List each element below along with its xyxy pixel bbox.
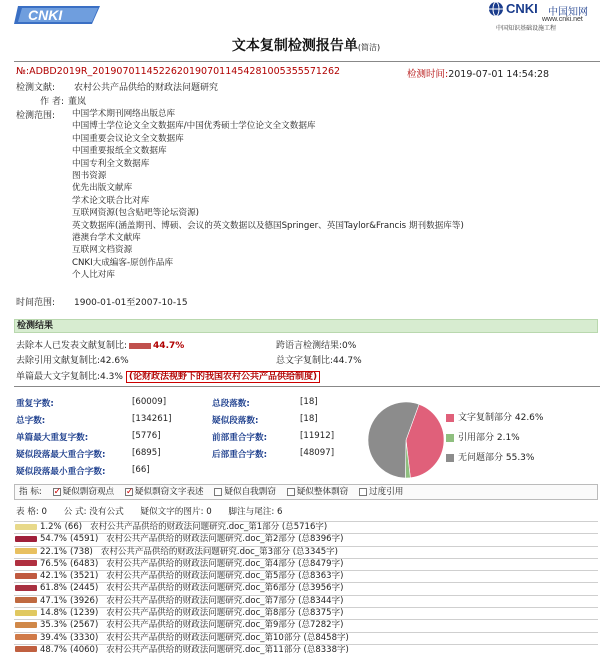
cnki-brand: CNKI <box>506 1 538 16</box>
footnote-count: 脚注与尾注: 6 <box>228 507 283 517</box>
legend-swatch <box>446 414 454 422</box>
author-row: 作 者: 董岚 <box>40 97 87 107</box>
scope-item: 互联网资源(包含贴吧等论坛资源) <box>72 208 200 219</box>
stat-para-max-overlap: 疑似段落最大重合字数: <box>16 450 106 460</box>
part-row[interactable]: 48.7% (4060) 农村公共产品供给的财政法问题研究.doc_第11部分 (总8338字) <box>14 644 598 656</box>
scope-item: 互联网文档资源 <box>72 245 133 256</box>
scope-item: 中国专利全文数据库 <box>72 158 150 169</box>
globe-icon <box>488 1 504 17</box>
brand-logo <box>14 2 106 26</box>
parts-list <box>14 521 598 656</box>
svg-text:CNKI: CNKI <box>28 7 63 23</box>
part-link[interactable]: 农村公共产品供给的财政法问题研究.doc_第4部分 <box>106 558 296 569</box>
part-row[interactable]: 61.8% (2445) 农村公共产品供给的财政法问题研究.doc_第6部分 (总3956字) <box>14 582 598 594</box>
part-row[interactable]: 35.3% (2567) 农村公共产品供给的财政法问题研究.doc_第9部分 (总7282字) <box>14 619 598 631</box>
part-link[interactable]: 农村公共产品供给的财政法问题研究.doc_第2部分 <box>106 534 296 545</box>
cnki-brand-cn: 中国知网 <box>548 7 588 18</box>
cnki-slogan: 中国知识基础设施工程 <box>496 25 557 32</box>
result-self-excluded: 去除本人已发表文献复制比: 44.7% <box>16 341 185 351</box>
part-link[interactable]: 农村公共产品供给的财政法问题研究.doc_第3部分 <box>100 546 291 557</box>
stat-para-max-overlap-value: [6895] <box>132 448 161 458</box>
part-bar <box>15 560 37 566</box>
scope-item: 个人比对库 <box>72 270 115 281</box>
part-bar <box>15 622 37 628</box>
pie-legend <box>446 410 543 470</box>
stat-para-min-overlap-value: [66] <box>132 465 150 475</box>
filter-checkbox[interactable] <box>287 488 295 496</box>
report-title-suffix: (简洁) <box>357 43 381 52</box>
divider <box>14 61 600 62</box>
part-link[interactable]: 农村公共产品供给的财政法问题研究.doc_第11部分 <box>106 644 301 655</box>
stat-total-chars-value: [134261] <box>132 414 172 424</box>
part-row[interactable]: 54.7% (4591) 农村公共产品供给的财政法问题研究.doc_第2部分 (总8396字) <box>14 533 598 545</box>
filter-checkbox[interactable] <box>53 488 61 496</box>
period-value: 1900-01-01至2007-10-15 <box>74 298 188 308</box>
stat-dup-chars-value: [60009] <box>132 397 167 407</box>
stat-suspect-paras: 疑似段落数: <box>212 416 259 426</box>
stat-suspect-paras-value: [18] <box>300 414 318 424</box>
cnki-url[interactable]: www.cnki.net <box>542 16 583 23</box>
scope-item: 中国学术期刊网络出版总库 <box>72 109 176 119</box>
filter-checkbox[interactable] <box>125 488 133 496</box>
part-row[interactable]: 42.1% (3521) 农村公共产品供给的财政法问题研究.doc_第5部分 (总8363字) <box>14 570 598 582</box>
result-max-single: 单篇最大文字复制比:4.3% (论财政法视野下的我国农村公共产品供给制度) <box>16 369 320 382</box>
part-link[interactable]: 农村公共产品供给的财政法问题研究.doc_第6部分 <box>106 583 296 594</box>
stat-dup-chars: 重复字数: <box>16 399 54 409</box>
stat-back-overlap-value: [48097] <box>300 448 335 458</box>
part-bar <box>15 634 37 640</box>
part-link[interactable]: 农村公共产品供给的财政法问题研究.doc_第8部分 <box>106 608 296 619</box>
divider <box>14 386 600 387</box>
detected-doc-row: 检测文献: 农村公共产品供给的财政法问题研究 <box>16 83 219 93</box>
scope-item: 图书资源 <box>72 170 107 181</box>
scope-list <box>72 108 464 281</box>
part-bar <box>15 585 37 591</box>
table-info-row <box>16 505 296 517</box>
stat-para-min-overlap: 疑似段落最小重合字数: <box>16 467 106 477</box>
legend-item: 引用部分 2.1% <box>446 430 543 450</box>
scope-item: 港澳台学术文献库 <box>72 232 141 243</box>
image-count: 疑似文字的图片: 0 <box>140 507 212 517</box>
scope-item: 中国重要会议论文全文数据库 <box>72 133 184 144</box>
report-title: 文本复制检测报告单(简洁) <box>231 38 381 54</box>
scope-item: 学术论文联合比对库 <box>72 195 150 206</box>
detect-time: 检测时间:2019-07-01 14:54:28 <box>407 69 550 80</box>
legend-item: 无问题部分 55.3% <box>446 450 543 470</box>
part-bar <box>15 524 37 530</box>
part-bar <box>15 536 37 542</box>
part-link[interactable]: 农村公共产品供给的财政法问题研究.doc_第10部分 <box>106 632 301 643</box>
period-row: 时间范围: 1900-01-01至2007-10-15 <box>16 298 188 308</box>
legend-swatch <box>446 454 454 462</box>
scope-item: 优先出版文献库 <box>72 183 133 194</box>
stat-front-overlap: 前部重合字数: <box>212 433 267 443</box>
scope-item: CNKI大成编客-原创作品库 <box>72 257 174 268</box>
cnki-logo <box>484 0 594 30</box>
pie-chart-svg <box>366 400 446 480</box>
table-count: 表 格: 0 <box>16 507 48 517</box>
part-bar <box>15 610 37 616</box>
result-cross-lang: 跨语言检测结果:0% <box>276 341 357 351</box>
part-link[interactable]: 农村公共产品供给的财政法问题研究.doc_第9部分 <box>106 620 296 631</box>
part-row[interactable]: 14.8% (1239) 农村公共产品供给的财政法问题研究.doc_第8部分 (总8375字) <box>14 607 598 619</box>
stat-back-overlap: 后部重合字数: <box>212 450 267 460</box>
author-value: 董岚 <box>68 97 87 107</box>
detect-time-value: 2019-07-01 14:54:28 <box>448 69 550 80</box>
indicator-filter-bar: 指 标: ✓ 疑似剽窃观点 ✓ 疑似剽窃文字表述 疑似自我剽窃 疑似整体剽窃 过度引用 <box>14 484 598 500</box>
part-link[interactable]: 农村公共产品供给的财政法问题研究.doc_第5部分 <box>106 571 296 582</box>
ratio-bar <box>129 343 151 349</box>
stat-total-paras: 总段落数: <box>212 399 250 409</box>
scope-label: 检测范围: <box>16 111 56 121</box>
doc-number: №:ADBD2019R_2019070114522620190701145428100535557126​2 <box>16 66 341 77</box>
result-section-title: 检测结果 <box>14 319 598 333</box>
result-citation-excluded: 去除引用文献复制比:42.6% <box>16 356 129 366</box>
part-bar <box>15 597 37 603</box>
part-row[interactable]: 39.4% (3330) 农村公共产品供给的财政法问题研究.doc_第10部分 (总8458字) <box>14 632 598 644</box>
part-bar <box>15 548 37 554</box>
legend-swatch <box>446 434 454 442</box>
part-row[interactable]: 47.1% (3926) 农村公共产品供给的财政法问题研究.doc_第7部分 (总8344字) <box>14 595 598 607</box>
part-link[interactable]: 农村公共产品供给的财政法问题研究.doc_第7部分 <box>106 595 296 606</box>
detected-doc-value: 农村公共产品供给的财政法问题研究 <box>74 83 219 93</box>
formula-count: 公 式: 没有公式 <box>63 507 124 517</box>
stat-front-overlap-value: [11912] <box>300 431 335 441</box>
part-link[interactable]: 农村公共产品供给的财政法问题研究.doc_第1部分 <box>90 522 280 532</box>
stat-max-single-dup: 单篇最大重复字数: <box>16 433 89 443</box>
stat-max-single-dup-value: [5776] <box>132 431 161 441</box>
part-bar <box>15 573 37 579</box>
part-row[interactable]: 1.2% (66) 农村公共产品供给的财政法问题研究.doc_第1部分 (总5716字) <box>14 521 598 533</box>
part-bar <box>15 646 37 652</box>
part-row[interactable]: 76.5% (6483) 农村公共产品供给的财政法问题研究.doc_第4部分 (总8479字) <box>14 558 598 570</box>
stat-total-paras-value: [18] <box>300 397 318 407</box>
legend-item: 文字复制部分 42.6% <box>446 410 543 430</box>
scope-item: 中国重要报纸全文数据库 <box>72 146 167 157</box>
scope-item: 英文数据库(涵盖期刊、博硕、会议的英文数据以及德国Springer、英国Taylor&Francis 期刊数据库等) <box>72 220 464 231</box>
pie-chart <box>366 400 446 480</box>
filter-checkbox[interactable] <box>359 488 367 496</box>
scope-item: 中国博士学位论文全文数据库/中国优秀硕士学位论文全文数据库 <box>72 121 316 132</box>
header-bar <box>0 0 612 30</box>
filter-label: 指 标: <box>19 487 42 497</box>
result-total-copy: 总文字复制比:44.7% <box>276 356 362 366</box>
stat-total-chars: 总字数: <box>16 416 46 426</box>
max-source-link[interactable]: (论财政法视野下的我国农村公共产品供给制度) <box>126 371 320 383</box>
part-row[interactable]: 22.1% (738) 农村公共产品供给的财政法问题研究.doc_第3部分 (总3345字) <box>14 546 598 558</box>
filter-checkbox[interactable] <box>214 488 222 496</box>
